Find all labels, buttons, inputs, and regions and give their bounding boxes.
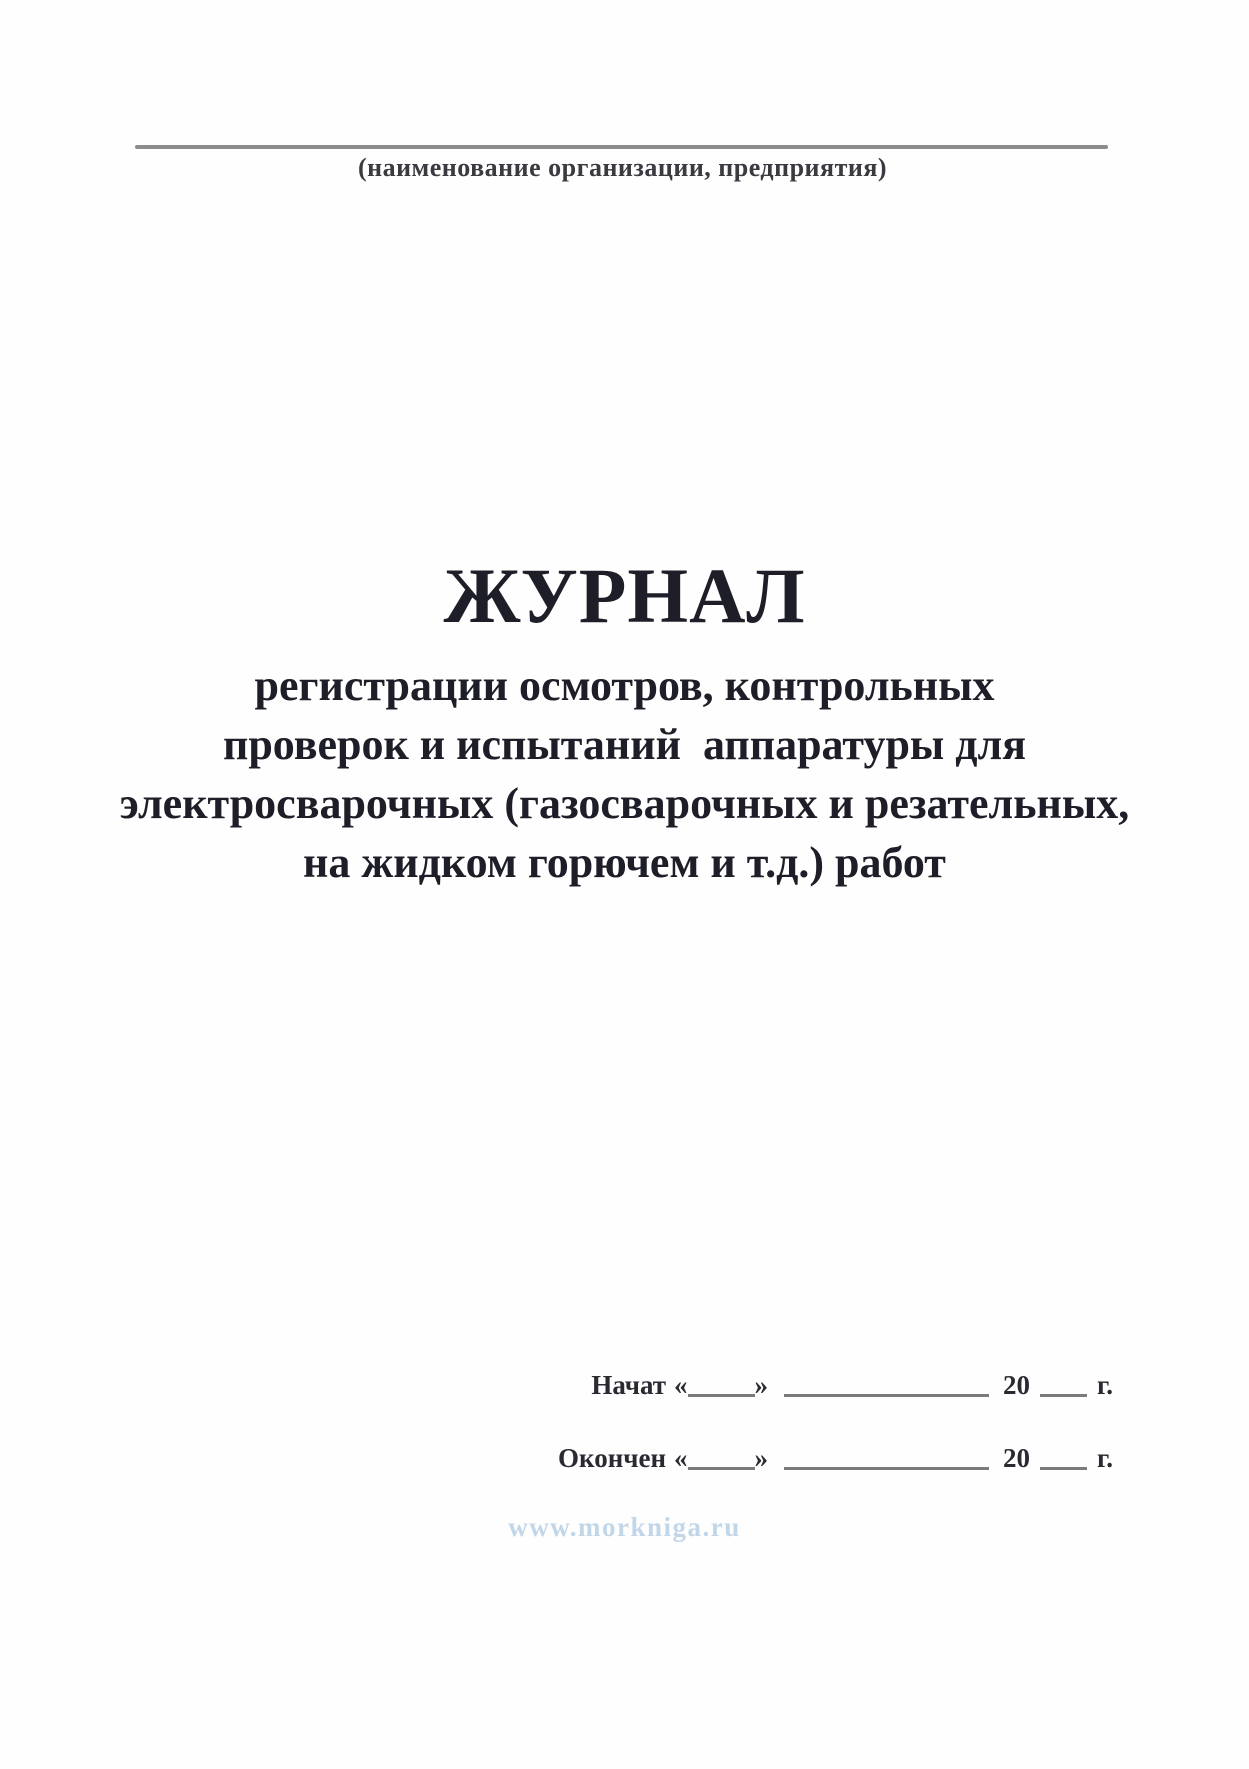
subtitle-line-1: регистрации осмотров, контрольных bbox=[254, 661, 995, 710]
subtitle-line-4: на жидком горючем и т.д.) работ bbox=[303, 838, 946, 887]
date-started-label: Начат bbox=[591, 1370, 667, 1400]
finished-year-suffix: г. bbox=[1097, 1443, 1113, 1473]
subtitle-line-2: проверок и испытаний аппаратуры для bbox=[222, 720, 1027, 769]
watermark-morkniga: www.morkniga.ru bbox=[508, 1512, 741, 1542]
close-quote: » bbox=[754, 1443, 769, 1473]
subtitle-line-3: электросварочных (газосварочных и резательных, bbox=[119, 779, 1130, 828]
started-year-suffix: г. bbox=[1097, 1370, 1113, 1400]
close-quote: » bbox=[754, 1370, 769, 1400]
open-quote: « bbox=[674, 1370, 688, 1400]
open-quote: « bbox=[674, 1443, 688, 1473]
date-started-row bbox=[558, 1367, 1113, 1403]
started-month-blank-field bbox=[784, 1370, 989, 1397]
started-day-blank-field bbox=[688, 1370, 755, 1397]
finished-day-blank-field bbox=[688, 1443, 755, 1470]
organization-name-line bbox=[135, 145, 1108, 149]
journal-title: ЖУРНАЛ bbox=[443, 552, 806, 639]
finished-year-blank-field bbox=[1040, 1443, 1087, 1470]
finished-year-prefix: 20 bbox=[1003, 1443, 1031, 1473]
date-finished-label: Окончен bbox=[558, 1443, 667, 1473]
finished-month-blank-field bbox=[784, 1443, 989, 1470]
date-section bbox=[558, 1367, 1113, 1476]
date-finished-row bbox=[558, 1440, 1113, 1476]
organization-caption: (наименование организации, предприятия) bbox=[357, 153, 888, 182]
started-year-prefix: 20 bbox=[1003, 1370, 1031, 1400]
started-year-blank-field bbox=[1040, 1370, 1087, 1397]
journal-subtitle bbox=[0, 656, 1249, 892]
